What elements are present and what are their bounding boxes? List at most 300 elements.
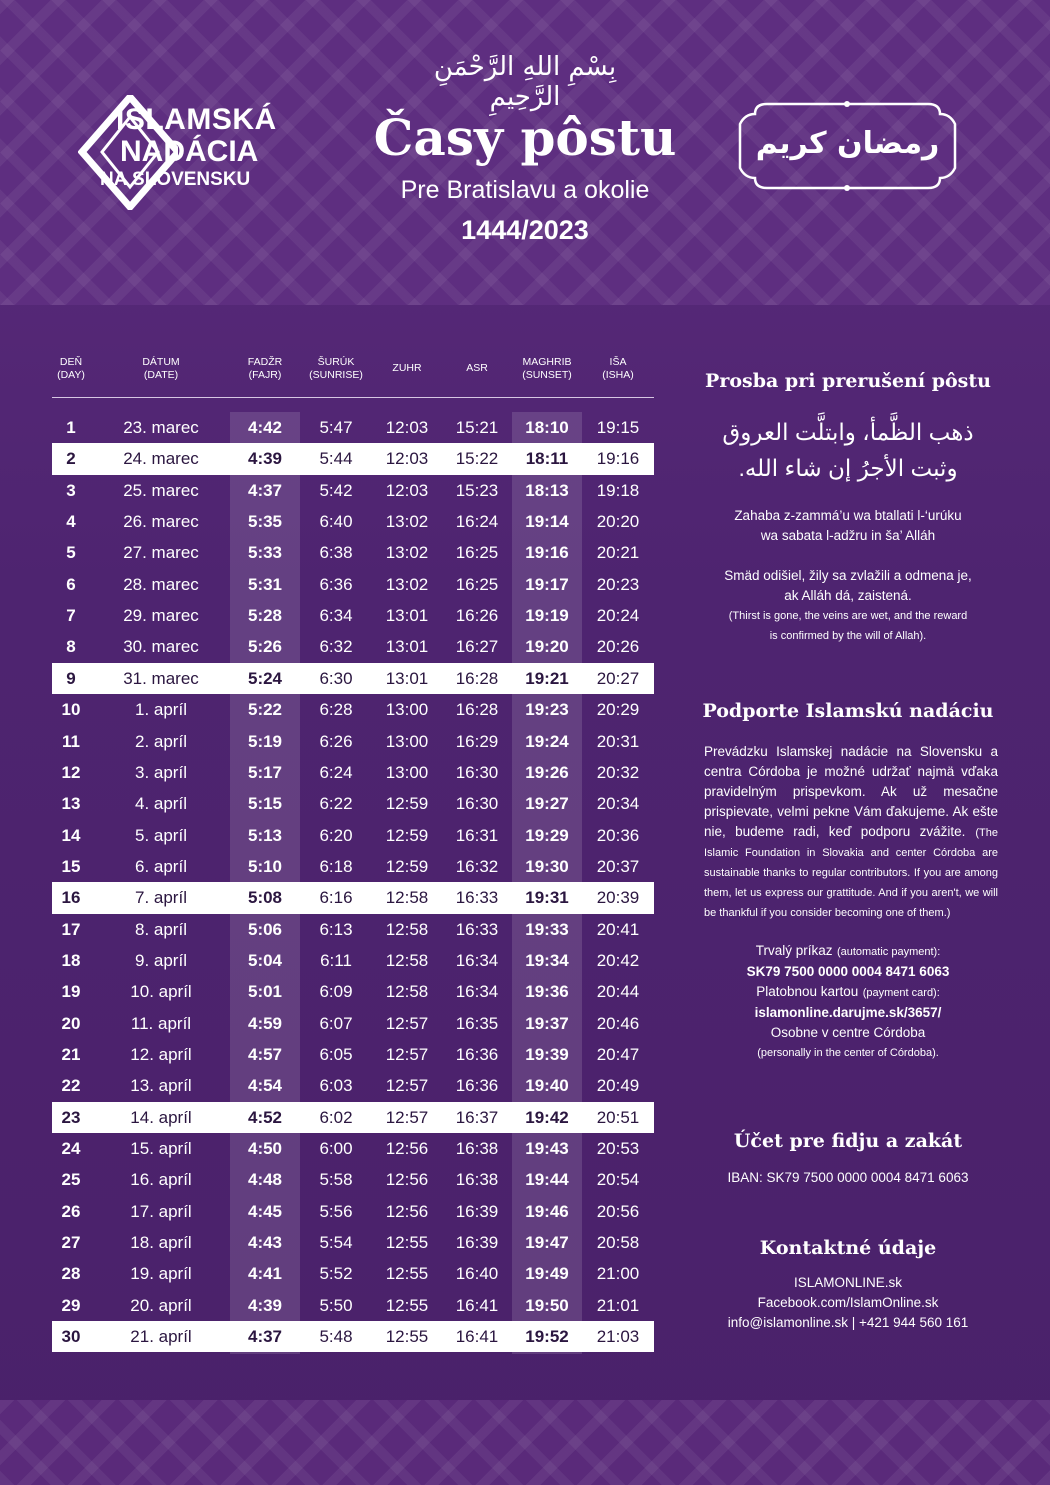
- cell-date: 18. apríl: [130, 1233, 192, 1253]
- cell-zuhr: 12:59: [385, 794, 429, 814]
- cell-isha: 20:44: [596, 982, 640, 1002]
- cell-maghrib: 19:42: [525, 1107, 569, 1127]
- cell-date: 25. marec: [123, 480, 199, 500]
- cell-fajr: 4:37: [247, 480, 283, 500]
- cell-isha: 20:51: [596, 1107, 640, 1127]
- col-header-zuhr: [372, 362, 442, 375]
- cell-maghrib: 18:13: [525, 480, 569, 500]
- col-header-isha: [582, 356, 654, 382]
- table-header: [52, 350, 654, 398]
- cell-zuhr: 13:00: [385, 762, 429, 782]
- cell-maghrib: 19:29: [525, 825, 569, 845]
- cell-fajr: 5:22: [247, 700, 283, 720]
- cell-asr: 16:25: [455, 574, 499, 594]
- cell-fajr: 5:01: [247, 982, 283, 1002]
- cell-maghrib: 19:49: [525, 1264, 569, 1284]
- cell-day: 23: [61, 1107, 81, 1127]
- cell-fajr: 4:48: [247, 1170, 283, 1190]
- cell-zuhr: 13:01: [385, 668, 429, 688]
- header-divider: [52, 397, 654, 398]
- table-row: [52, 1039, 654, 1070]
- page-year: 1444/2023: [461, 215, 589, 245]
- cell-day: 25: [61, 1170, 81, 1190]
- support-heading: Podporte Islamskú nadáciu: [702, 700, 994, 722]
- cell-isha: 20:53: [596, 1139, 640, 1159]
- cell-sunrise: 6:36: [319, 574, 353, 594]
- cell-fajr: 4:41: [247, 1264, 283, 1284]
- cell-fajr: 5:35: [247, 512, 283, 532]
- cell-day: 9: [66, 668, 76, 688]
- table-row: [52, 976, 654, 1007]
- cell-fajr: 5:10: [247, 856, 283, 876]
- cell-zuhr: 12:57: [385, 1013, 429, 1033]
- cell-asr: 16:30: [455, 762, 499, 782]
- table-row: [52, 1258, 654, 1289]
- cell-zuhr: 12:55: [385, 1327, 429, 1347]
- cell-zuhr: 12:57: [385, 1076, 429, 1096]
- cell-zuhr: 12:59: [385, 825, 429, 845]
- cell-fajr: 4:50: [247, 1139, 283, 1159]
- cell-date: 15. apríl: [130, 1139, 192, 1159]
- basmala: بِسْمِ اللهِ الرَّحْمَنِ الرَّحِيمِ: [433, 52, 617, 112]
- col-header-maghrib: [512, 356, 582, 382]
- cell-sunrise: 5:42: [319, 480, 353, 500]
- in-person-note: (personally in the center of Córdoba).: [757, 1047, 939, 1059]
- cell-zuhr: 12:58: [385, 982, 429, 1002]
- table-row: [52, 569, 654, 600]
- cell-fajr: 5:08: [247, 888, 283, 908]
- logo-line-2: NADÁCIA: [120, 135, 259, 168]
- cell-asr: 16:38: [455, 1139, 499, 1159]
- cell-isha: 21:03: [596, 1327, 640, 1347]
- cell-date: 23. marec: [123, 418, 199, 437]
- cell-date: 19. apríl: [130, 1264, 192, 1284]
- contact-facebook-link[interactable]: Facebook.com/IslamOnline.sk: [757, 1295, 939, 1310]
- cell-zuhr: 12:03: [385, 418, 429, 437]
- cell-maghrib: 19:34: [525, 950, 569, 970]
- cell-asr: 16:35: [455, 1013, 499, 1033]
- ramadan-kareem-text: رمضان كريم: [755, 126, 940, 161]
- cell-fajr: 5:15: [247, 794, 283, 814]
- cell-isha: 20:23: [596, 574, 640, 594]
- cell-sunrise: 5:54: [319, 1233, 353, 1253]
- cell-maghrib: 19:39: [525, 1045, 569, 1064]
- cell-maghrib: 19:44: [525, 1170, 569, 1190]
- cell-asr: 16:26: [455, 606, 499, 626]
- cell-maghrib: 19:23: [525, 700, 569, 720]
- table-row: [52, 726, 654, 757]
- col-header-line-2: (SUNRISE): [309, 369, 363, 381]
- cell-date: 29. marec: [123, 606, 199, 626]
- cell-zuhr: 13:02: [385, 574, 429, 594]
- cell-day: 2: [66, 449, 76, 469]
- cell-day: 3: [66, 480, 76, 500]
- table-row: [52, 945, 654, 976]
- cell-isha: 20:20: [596, 512, 640, 532]
- prayer-arabic-line-2: وثبت الأجرُ إن شاء الله.: [738, 455, 958, 481]
- fidja-heading: Účet pre fidju a zakát: [733, 1130, 963, 1152]
- page-title: Časy pôstu: [373, 108, 677, 167]
- col-header-line-2: (DAY): [57, 369, 85, 381]
- cell-date: 11. apríl: [130, 1013, 192, 1033]
- cell-day: 19: [61, 982, 81, 1002]
- cell-day: 14: [61, 825, 81, 845]
- cell-day: 13: [61, 794, 81, 814]
- cell-sunrise: 6:11: [320, 950, 352, 970]
- support-text-sk: Prevádzku Islamskej nadácie na Slovensku a centra Córdoba je možné udržať najmä vďaka pravidelným prispevkom. Ak už mesačne prispievate, velmi pekne Vám ďakujeme. Ak ešte nie, budeme radi, keď podporu zvážite.: [704, 744, 998, 839]
- cell-date: 17. apríl: [130, 1201, 192, 1221]
- cell-day: 20: [61, 1013, 81, 1033]
- cell-sunrise: 6:32: [319, 637, 353, 657]
- cell-date: 26. marec: [123, 512, 199, 532]
- cell-day: 5: [66, 543, 76, 563]
- fidja-iban: IBAN: SK79 7500 0000 0004 8471 6063: [727, 1170, 969, 1185]
- cell-date: 5. apríl: [135, 825, 187, 845]
- col-header-fajr: [230, 356, 300, 382]
- cell-date: 4. apríl: [135, 794, 187, 814]
- cell-fajr: 4:54: [247, 1076, 283, 1096]
- cell-zuhr: 12:59: [385, 856, 429, 876]
- cell-fajr: 5:28: [247, 606, 283, 626]
- prayer-heading: Prosba pri prerušení pôstu: [705, 370, 991, 392]
- cell-sunrise: 5:56: [319, 1201, 353, 1221]
- col-header-line-2: (ISHA): [602, 369, 634, 381]
- cell-day: 27: [61, 1233, 81, 1253]
- cell-maghrib: 19:52: [525, 1327, 569, 1347]
- cell-day: 26: [61, 1201, 81, 1221]
- cell-zuhr: 12:56: [385, 1139, 429, 1159]
- table-row: [52, 757, 654, 788]
- cell-date: 16. apríl: [130, 1170, 192, 1190]
- col-header-line-1: ZUHR: [392, 362, 422, 374]
- cell-date: 8. apríl: [135, 919, 187, 939]
- cell-fajr: 5:31: [247, 574, 283, 594]
- support-text-en: (The Islamic Foundation in Slovakia and center Córdoba are sustainable thanks to regular contributors. If you are among them, let us express our grattitude. And if you aren't, we will be thankful if you consider becoming one of them.): [704, 827, 998, 919]
- cell-isha: 20:46: [596, 1013, 640, 1033]
- cell-fajr: 4:39: [247, 449, 283, 469]
- cell-fajr: 5:04: [247, 950, 283, 970]
- col-header-line-1: IŠA: [609, 356, 627, 368]
- table-row: [52, 1321, 654, 1352]
- cell-sunrise: 6:28: [319, 700, 353, 720]
- table-row: [52, 788, 654, 819]
- cell-day: 8: [66, 637, 76, 657]
- cell-day: 22: [61, 1076, 81, 1096]
- cell-asr: 16:32: [455, 856, 499, 876]
- cell-date: 21. apríl: [130, 1327, 192, 1347]
- col-header-line-2: (FAJR): [248, 369, 282, 381]
- cell-maghrib: 19:30: [525, 856, 569, 876]
- cell-date: 14. apríl: [130, 1107, 192, 1127]
- cell-day: 28: [61, 1264, 81, 1284]
- table-row: [52, 694, 654, 725]
- col-header-sunrise: [300, 356, 372, 382]
- col-header-line-1: ŠURÚK: [317, 356, 355, 368]
- cell-zuhr: 12:03: [385, 480, 429, 500]
- logo-line-1: ISLAMSKÁ: [116, 103, 277, 136]
- cell-maghrib: 19:40: [525, 1076, 569, 1096]
- cell-day: 1: [66, 418, 76, 437]
- cell-isha: 20:31: [596, 731, 640, 751]
- card-label: Platobnou kartou: [756, 984, 859, 999]
- cell-day: 15: [61, 856, 81, 876]
- cell-asr: 16:40: [455, 1264, 499, 1284]
- cell-sunrise: 5:58: [319, 1170, 353, 1190]
- prayer-en-line-1: (Thirst is gone, the veins are wet, and the reward: [728, 610, 968, 622]
- cell-isha: 20:41: [596, 919, 640, 939]
- cell-asr: 16:24: [455, 512, 499, 532]
- foundation-logo: [78, 95, 308, 210]
- cell-asr: 16:25: [455, 543, 499, 563]
- cell-day: 30: [61, 1327, 81, 1347]
- cell-isha: 20:34: [596, 794, 640, 814]
- cell-asr: 16:28: [455, 700, 499, 720]
- cell-sunrise: 5:48: [319, 1327, 353, 1347]
- cell-isha: 20:36: [596, 825, 640, 845]
- cell-asr: 15:21: [455, 418, 499, 437]
- table-row: [52, 1133, 654, 1164]
- standing-order-iban: SK79 7500 0000 0004 8471 6063: [746, 964, 950, 979]
- cell-maghrib: 19:47: [525, 1233, 569, 1253]
- col-header-line-1: DÁTUM: [142, 356, 180, 368]
- table-row: [52, 914, 654, 945]
- cell-maghrib: 19:16: [525, 543, 569, 563]
- cell-maghrib: 19:21: [525, 668, 569, 688]
- cell-isha: 20:47: [596, 1045, 640, 1064]
- cell-zuhr: 12:55: [385, 1233, 429, 1253]
- cell-date: 31. marec: [123, 668, 199, 688]
- cell-sunrise: 6:40: [319, 512, 353, 532]
- cell-day: 10: [61, 700, 81, 720]
- support-section: [688, 700, 1008, 1063]
- cell-isha: 20:37: [596, 856, 640, 876]
- cell-asr: 15:23: [455, 480, 499, 500]
- cell-zuhr: 12:55: [385, 1264, 429, 1284]
- cell-asr: 16:34: [455, 950, 499, 970]
- cell-asr: 16:30: [455, 794, 499, 814]
- table-row: [52, 1290, 654, 1321]
- cell-zuhr: 12:03: [385, 449, 429, 469]
- cell-maghrib: 19:14: [525, 512, 569, 532]
- cell-maghrib: 19:20: [525, 637, 569, 657]
- cell-day: 16: [61, 888, 81, 908]
- table-row: [52, 600, 654, 631]
- cell-sunrise: 5:47: [319, 418, 353, 437]
- cell-fajr: 4:39: [247, 1295, 283, 1315]
- cell-isha: 21:01: [596, 1295, 640, 1315]
- cell-fajr: 5:26: [247, 637, 283, 657]
- cell-asr: 16:34: [455, 982, 499, 1002]
- cell-date: 28. marec: [123, 574, 199, 594]
- cell-maghrib: 19:43: [525, 1139, 569, 1159]
- contact-email-phone[interactable]: info@islamonline.sk | +421 944 560 161: [727, 1315, 969, 1330]
- cell-zuhr: 12:58: [385, 888, 429, 908]
- cell-fajr: 5:13: [247, 825, 283, 845]
- cell-day: 21: [61, 1045, 81, 1064]
- cell-zuhr: 13:01: [385, 637, 429, 657]
- cell-isha: 19:16: [596, 449, 640, 469]
- cell-fajr: 5:06: [247, 919, 283, 939]
- cell-sunrise: 5:52: [319, 1264, 353, 1284]
- cell-isha: 19:18: [596, 480, 640, 500]
- cell-sunrise: 6:16: [319, 888, 353, 908]
- cell-day: 24: [61, 1139, 81, 1159]
- col-header-line-1: FADŽR: [247, 356, 283, 368]
- cell-date: 9. apríl: [135, 950, 187, 970]
- cell-sunrise: 6:26: [319, 731, 353, 751]
- cell-zuhr: 12:57: [385, 1045, 429, 1064]
- cell-sunrise: 5:44: [319, 449, 353, 469]
- cell-date: 7. apríl: [135, 888, 187, 908]
- cell-asr: 16:41: [455, 1327, 499, 1347]
- contact-heading: Kontaktné údaje: [759, 1237, 937, 1259]
- cell-day: 17: [61, 919, 81, 939]
- fidja-section: [688, 1130, 1008, 1188]
- cell-day: 7: [66, 606, 76, 626]
- col-header-line-2: (SUNSET): [522, 369, 572, 381]
- table-row: [52, 1227, 654, 1258]
- cell-asr: 16:28: [455, 668, 499, 688]
- cell-isha: 20:27: [596, 668, 640, 688]
- cell-date: 27. marec: [123, 543, 199, 563]
- cell-maghrib: 18:11: [525, 449, 569, 469]
- cell-day: 29: [61, 1295, 81, 1315]
- cell-asr: 16:36: [455, 1076, 499, 1096]
- cell-sunrise: 6:30: [319, 668, 353, 688]
- cell-date: 20. apríl: [130, 1295, 192, 1315]
- table-row: [52, 1102, 654, 1133]
- cell-isha: 20:29: [596, 700, 640, 720]
- col-header-date: [92, 356, 230, 382]
- prayer-en-line-2: is confirmed by the will of Allah).: [769, 630, 927, 642]
- cell-isha: 20:24: [596, 606, 640, 626]
- cell-zuhr: 12:58: [385, 919, 429, 939]
- cell-asr: 16:39: [455, 1201, 499, 1221]
- cell-isha: 19:15: [596, 418, 640, 437]
- cell-date: 24. marec: [123, 449, 199, 469]
- cell-asr: 16:31: [455, 825, 499, 845]
- cell-fajr: 5:17: [247, 762, 283, 782]
- cell-isha: 20:32: [596, 762, 640, 782]
- prayer-translit-line-1: Zahaba z-zammá’u wa btallati l-‘urúku: [734, 508, 962, 523]
- cell-fajr: 4:57: [247, 1045, 283, 1064]
- cell-isha: 20:21: [596, 543, 640, 563]
- table-row: [52, 412, 654, 443]
- cell-sunrise: 6:34: [319, 606, 353, 626]
- table-row: [52, 851, 654, 882]
- cell-date: 12. apríl: [130, 1045, 192, 1064]
- cell-maghrib: 19:50: [525, 1295, 569, 1315]
- prayer-arabic-line-1: ذهب الظَّمأ، وابتلَّت العروق: [722, 419, 974, 445]
- cell-asr: 15:22: [455, 449, 499, 469]
- cell-isha: 20:56: [596, 1201, 640, 1221]
- cell-asr: 16:33: [455, 888, 499, 908]
- cell-date: 6. apríl: [135, 856, 187, 876]
- prayer-sk-line-2: ak Alláh dá, zaistená.: [784, 588, 912, 603]
- cell-fajr: 4:43: [247, 1233, 283, 1253]
- contact-web-link[interactable]: ISLAMONLINE.sk: [793, 1275, 903, 1290]
- cell-sunrise: 6:18: [319, 856, 353, 876]
- table-row: [52, 475, 654, 506]
- table-row: [52, 631, 654, 662]
- table-row: [52, 882, 654, 913]
- cell-date: 1. apríl: [135, 700, 187, 720]
- donation-link[interactable]: islamonline.darujme.sk/3657/: [754, 1005, 942, 1020]
- cell-date: 2. apríl: [135, 731, 187, 751]
- cell-fajr: 5:33: [247, 543, 283, 563]
- bottom-pattern-banner: [0, 1400, 1050, 1485]
- cell-asr: 16:39: [455, 1233, 499, 1253]
- col-header-asr: [442, 362, 512, 375]
- cell-sunrise: 6:00: [319, 1139, 353, 1159]
- cell-isha: 21:00: [596, 1264, 640, 1284]
- prayer-section: [688, 370, 1008, 646]
- cell-zuhr: 12:56: [385, 1170, 429, 1190]
- col-header-line-1: DEŇ: [59, 356, 83, 368]
- cell-day: 4: [66, 512, 76, 532]
- cell-asr: 16:41: [455, 1295, 499, 1315]
- cell-date: 10. apríl: [130, 982, 192, 1002]
- prayer-sk-line-1: Smäd odišiel, žily sa zvlažili a odmena je,: [724, 568, 972, 583]
- cell-zuhr: 12:55: [385, 1295, 429, 1315]
- cell-asr: 16:33: [455, 919, 499, 939]
- standing-order-label: Trvalý príkaz: [755, 943, 833, 958]
- cell-asr: 16:29: [455, 731, 499, 751]
- cell-day: 12: [61, 762, 81, 782]
- standing-order-note: (automatic payment):: [836, 946, 941, 958]
- in-person-label: Osobne v centre Córdoba: [770, 1025, 926, 1040]
- cell-date: 13. apríl: [130, 1076, 192, 1096]
- col-header-line-1: ASR: [466, 362, 488, 374]
- cell-sunrise: 6:24: [319, 762, 353, 782]
- col-header-line-2: (DATE): [143, 369, 179, 381]
- cell-maghrib: 19:27: [525, 794, 569, 814]
- cell-fajr: 4:52: [247, 1107, 283, 1127]
- cell-day: 18: [61, 950, 81, 970]
- cell-asr: 16:38: [455, 1170, 499, 1190]
- page-subtitle: Pre Bratislavu a okolie: [400, 176, 650, 204]
- cell-sunrise: 6:05: [319, 1045, 353, 1064]
- table-row: [52, 820, 654, 851]
- prayer-translit-line-2: wa sabata l-adžru in ša’ Alláh: [760, 528, 936, 543]
- ramadan-kareem-badge: [735, 100, 960, 192]
- cell-maghrib: 19:36: [525, 982, 569, 1002]
- cell-asr: 16:27: [455, 637, 499, 657]
- cell-maghrib: 19:19: [525, 606, 569, 626]
- cell-zuhr: 13:02: [385, 512, 429, 532]
- logo-line-3: NA SLOVENSKU: [100, 169, 251, 190]
- cell-isha: 20:54: [596, 1170, 640, 1190]
- cell-zuhr: 12:57: [385, 1107, 429, 1127]
- cell-isha: 20:58: [596, 1233, 640, 1253]
- cell-zuhr: 13:00: [385, 731, 429, 751]
- cell-sunrise: 6:20: [319, 825, 353, 845]
- cell-zuhr: 13:00: [385, 700, 429, 720]
- table-row: [52, 537, 654, 568]
- cell-isha: 20:39: [596, 888, 640, 908]
- cell-isha: 20:26: [596, 637, 640, 657]
- cell-date: 3. apríl: [135, 762, 187, 782]
- cell-fajr: 4:45: [247, 1201, 283, 1221]
- cell-sunrise: 5:50: [319, 1295, 353, 1315]
- cell-maghrib: 19:37: [525, 1013, 569, 1033]
- table-row: [52, 1196, 654, 1227]
- cell-maghrib: 19:24: [525, 731, 569, 751]
- cell-zuhr: 12:56: [385, 1201, 429, 1221]
- cell-zuhr: 12:58: [385, 950, 429, 970]
- contact-section: [688, 1237, 1008, 1333]
- cell-isha: 20:42: [596, 950, 640, 970]
